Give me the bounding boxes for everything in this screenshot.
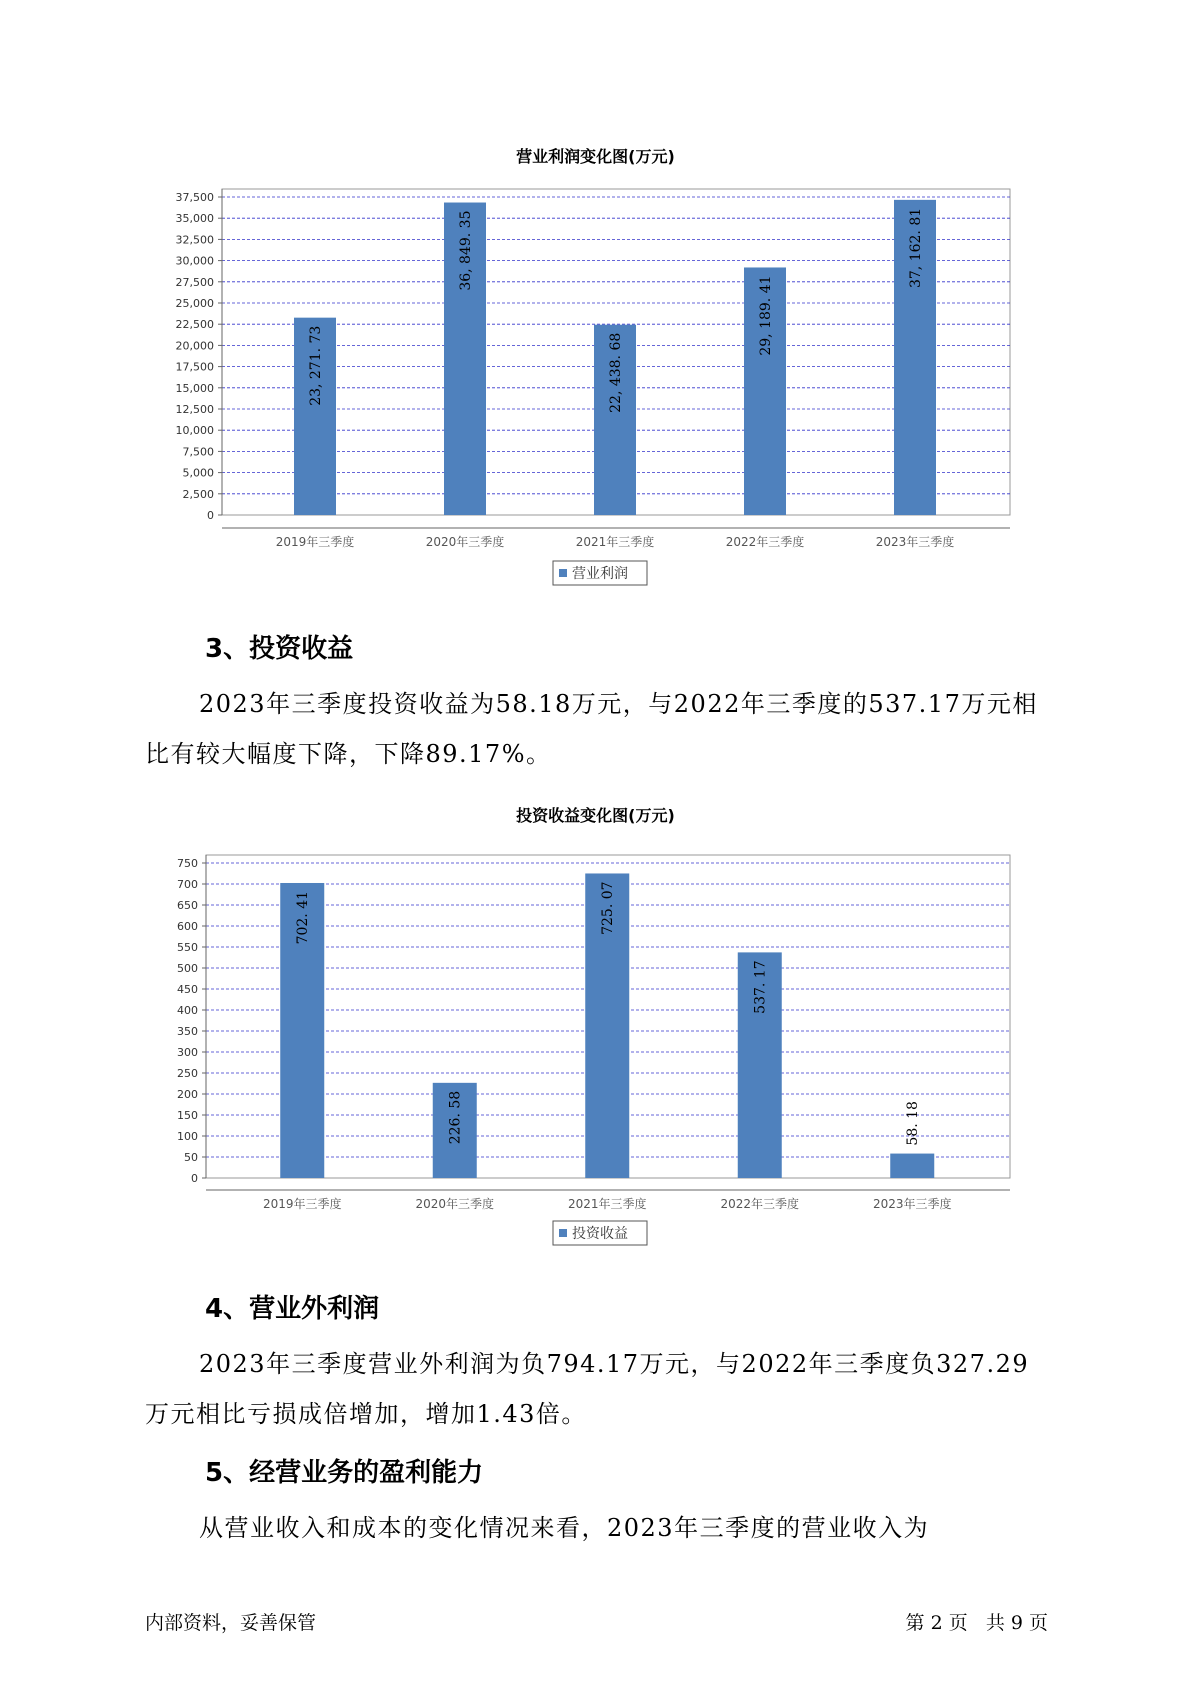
y-tick-label: 27,500 <box>175 275 214 289</box>
x-tick-label: 2021年三季度 <box>575 535 655 549</box>
data-label: 23, 271. 73 <box>308 325 324 406</box>
legend-label: 投资收益 <box>572 1226 628 1242</box>
section-heading-business-profitability: 5、经营业务的盈利能力 <box>205 1458 484 1488</box>
y-tick-label: 20,000 <box>175 339 214 353</box>
data-label: 29, 189. 41 <box>758 275 774 356</box>
y-tick-label: 5,000 <box>182 466 214 480</box>
paragraph-line: 从营业收入和成本的变化情况来看，2023年三季度的营业收入为 <box>199 1514 930 1542</box>
paragraph-line: 2023年三季度投资收益为58.18万元，与2022年三季度的537.17万元相 <box>199 690 1038 718</box>
y-tick-label: 25,000 <box>175 297 214 310</box>
data-label: 725. 07 <box>600 881 617 935</box>
legend-label: 营业利润 <box>572 566 628 582</box>
y-tick-label: 300 <box>177 1046 198 1059</box>
y-tick-label: 15,000 <box>175 381 214 395</box>
footer-confidential-note: 内部资料，妥善保管 <box>145 1612 317 1634</box>
data-label: 702. 41 <box>295 890 312 945</box>
y-tick-label: 700 <box>177 878 198 891</box>
data-label: 58. 18 <box>905 1101 922 1146</box>
data-label: 22, 438. 68 <box>608 332 624 413</box>
legend-swatch <box>559 1229 567 1237</box>
x-tick-label: 2020年三季度 <box>425 535 505 549</box>
y-tick-label: 30,000 <box>175 254 214 268</box>
y-tick-label: 200 <box>177 1088 198 1101</box>
x-tick-label: 2022年三季度 <box>720 1197 800 1211</box>
y-tick-label: 150 <box>177 1109 198 1122</box>
footer-page-number: 第 2 页 共 9 页 <box>905 1612 1048 1634</box>
legend <box>553 561 647 585</box>
y-tick-label: 35,000 <box>175 212 214 226</box>
y-tick-label: 7,500 <box>182 445 214 459</box>
paragraph-business-profitability <box>145 1503 929 1553</box>
section-heading-non-operating-profit: 4、营业外利润 <box>205 1294 380 1324</box>
paragraph-line: 2023年三季度营业外利润为负794.17万元，与2022年三季度负327.29 <box>199 1350 1030 1378</box>
y-tick-label: 0 <box>191 1172 198 1185</box>
x-tick-label: 2019年三季度 <box>262 1197 342 1211</box>
y-tick-label: 2,500 <box>182 487 214 501</box>
y-tick-label: 250 <box>177 1067 198 1080</box>
legend-swatch <box>559 569 567 577</box>
data-label: 226. 58 <box>447 1090 464 1145</box>
y-tick-label: 22,500 <box>175 318 214 332</box>
paragraph-non-operating-profit <box>145 1339 1029 1439</box>
y-tick-label: 650 <box>177 899 198 912</box>
paragraph-line: 万元相比亏损成倍增加，增加1.43倍。 <box>145 1400 587 1428</box>
y-tick-label: 550 <box>177 941 198 954</box>
y-tick-label: 500 <box>177 962 198 975</box>
y-tick-label: 50 <box>184 1151 198 1164</box>
data-label: 36, 849. 35 <box>458 210 474 291</box>
data-label: 537. 17 <box>752 960 769 1014</box>
x-tick-label: 2023年三季度 <box>875 535 955 549</box>
y-tick-label: 10,000 <box>175 424 214 438</box>
section-heading-investment-income: 3、投资收益 <box>205 634 354 664</box>
x-tick-label: 2020年三季度 <box>415 1197 495 1211</box>
y-tick-label: 400 <box>177 1004 198 1017</box>
paragraph-investment-income <box>145 679 1038 779</box>
y-tick-label: 0 <box>207 509 214 522</box>
y-tick-label: 750 <box>177 857 198 870</box>
x-tick-label: 2021年三季度 <box>567 1197 647 1211</box>
investment-income-bar-chart <box>0 840 1191 1280</box>
y-tick-label: 100 <box>177 1130 198 1143</box>
x-tick-label: 2023年三季度 <box>872 1197 952 1211</box>
y-tick-label: 32,500 <box>175 233 214 247</box>
y-tick-label: 12,500 <box>175 403 214 416</box>
y-tick-label: 350 <box>177 1025 198 1038</box>
chart-title-investment-income: 投资收益变化图(万元) <box>516 806 675 825</box>
operating-profit-bar-chart <box>0 180 1191 620</box>
y-tick-label: 450 <box>177 983 198 996</box>
chart-title-operating-profit: 营业利润变化图(万元) <box>516 147 675 166</box>
y-tick-label: 600 <box>177 920 198 933</box>
y-tick-label: 37,500 <box>175 191 214 204</box>
bar <box>890 1154 934 1178</box>
x-tick-label: 2022年三季度 <box>725 535 805 549</box>
y-tick-label: 17,500 <box>175 360 214 374</box>
paragraph-line: 比有较大幅度下降，下降89.17%。 <box>145 740 552 768</box>
x-tick-label: 2019年三季度 <box>275 535 355 549</box>
data-label: 37, 162. 81 <box>908 207 924 289</box>
legend <box>553 1221 647 1245</box>
